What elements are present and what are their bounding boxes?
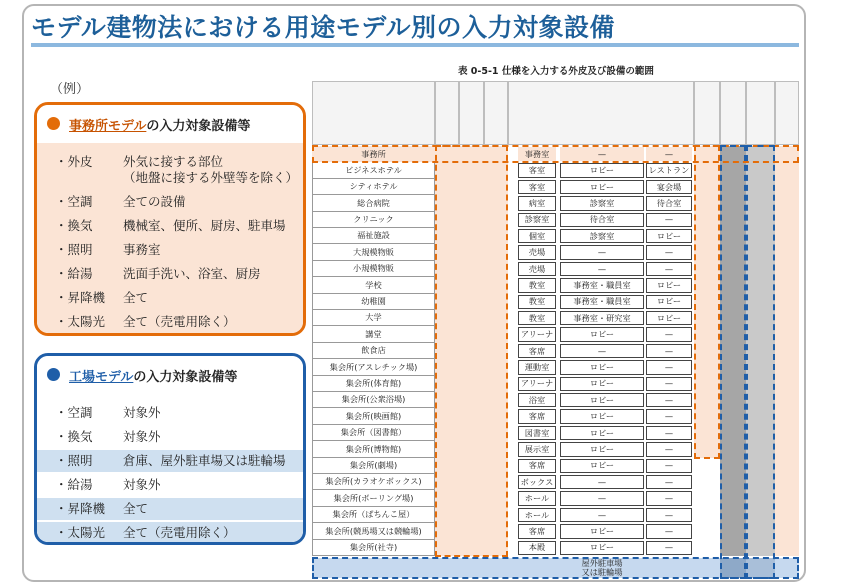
spec-row xyxy=(37,263,303,285)
lighting-room: ロビー xyxy=(646,229,692,243)
office-panel-body xyxy=(37,143,303,333)
row-model-name: 大規模物販 xyxy=(312,244,435,260)
lighting-room: 事務室 xyxy=(518,147,556,161)
factory-lighting-2-line: 又は駐輪場 xyxy=(581,567,623,577)
spec-item-label: ・空調 xyxy=(55,194,93,209)
lighting-room: ロビー xyxy=(646,295,692,309)
factory-lighting-2-line: 屋外駐車場 xyxy=(581,558,623,569)
spec-item-value: 全て（売電用除く） xyxy=(123,314,236,329)
spec-row xyxy=(37,522,303,544)
office-model-link[interactable]: 事務所モデル xyxy=(69,119,147,134)
lighting-room: 売場 xyxy=(518,262,556,276)
lighting-room: ロビー xyxy=(560,360,644,374)
factory-panel-header xyxy=(37,356,303,394)
row-model-name: ビジネスホテル xyxy=(312,162,435,178)
spec-row xyxy=(37,239,303,261)
row-model-name: 大学 xyxy=(312,310,435,326)
spec-item-value: 機械室、便所、厨房、駐車場 xyxy=(123,218,286,233)
spec-item-label: ・昇降機 xyxy=(55,290,106,305)
table-caption: 表 0-5-1 仕様を入力する外皮及び設備の範囲 xyxy=(458,66,654,77)
spec-item-label: ・外皮 xyxy=(55,154,93,169)
row-model-name: 福祉施設 xyxy=(312,228,435,244)
lighting-room: ロビー xyxy=(560,541,644,555)
lighting-room: 宴会場 xyxy=(646,180,692,194)
spec-item-label: ・給湯 xyxy=(55,266,93,281)
lighting-room: — xyxy=(560,262,644,276)
header-kanki xyxy=(484,81,508,145)
spec-row xyxy=(37,498,303,520)
row-model-name: 集会所(社寺) xyxy=(312,540,435,556)
lighting-room: — xyxy=(646,360,692,374)
lighting-room: 診察室 xyxy=(560,196,644,210)
spec-row xyxy=(37,311,303,333)
lighting-room: ホール xyxy=(518,491,556,505)
lighting-room: — xyxy=(646,491,692,505)
spec-item-value: 全ての設備 xyxy=(123,194,186,209)
lighting-room: ロビー xyxy=(560,327,644,341)
lighting-room: 本殿 xyxy=(518,541,556,555)
lighting-room: — xyxy=(646,393,692,407)
spec-item-value: 対象外 xyxy=(123,429,161,444)
spec-row xyxy=(37,191,303,213)
solar-column-highlight xyxy=(746,145,775,579)
spec-row xyxy=(37,167,303,189)
lighting-room: 診察室 xyxy=(560,229,644,243)
example-label: （例） xyxy=(50,82,90,97)
lighting-room: ロビー xyxy=(560,442,644,456)
lighting-room: 売場 xyxy=(518,245,556,259)
row-model-name: 集会所（図書館） xyxy=(312,425,435,441)
row-model-name: 飲食店 xyxy=(312,343,435,359)
spec-item-value: 対象外 xyxy=(123,405,161,420)
lighting-room: — xyxy=(646,508,692,522)
spec-item-value: 全て xyxy=(123,501,149,516)
spec-row xyxy=(37,474,303,496)
lighting-room: — xyxy=(560,508,644,522)
lighting-room: 病室 xyxy=(518,196,556,210)
lighting-room: ロビー xyxy=(560,377,644,391)
lighting-room: — xyxy=(560,475,644,489)
row-model-name: 幼稚園 xyxy=(312,294,435,310)
lighting-room: レストラン xyxy=(646,163,692,177)
lighting-room: ロビー xyxy=(560,163,644,177)
lighting-room: — xyxy=(646,409,692,423)
lighting-room: — xyxy=(560,344,644,358)
spec-item-label: ・空調 xyxy=(55,405,93,420)
spec-item-label: ・換気 xyxy=(55,429,93,444)
lighting-room: ロビー xyxy=(560,180,644,194)
spec-row xyxy=(37,215,303,237)
factory-panel-heading: 工場モデルの入力対象設備等 xyxy=(69,370,238,385)
lighting-room: — xyxy=(646,213,692,227)
factory-model-link[interactable]: 工場モデル xyxy=(69,370,134,385)
spec-item-value: 対象外 xyxy=(123,477,161,492)
spec-item-label: ・照明 xyxy=(55,453,93,468)
span-cogen xyxy=(775,146,799,556)
lighting-room: ボックス xyxy=(518,475,556,489)
title-underline xyxy=(31,43,799,47)
lighting-room: — xyxy=(646,245,692,259)
lighting-room: 運動室 xyxy=(518,360,556,374)
lighting-room: ロビー xyxy=(560,459,644,473)
lighting-room: ホール xyxy=(518,508,556,522)
spec-item-label: ・換気 xyxy=(55,218,93,233)
row-model-name: 総合病院 xyxy=(312,195,435,211)
page-title: モデル建物法における用途モデル別の入力対象設備 xyxy=(31,13,616,42)
office-panel-header xyxy=(37,105,303,143)
spec-item-value: 倉庫、屋外駐車場又は駐輪場 xyxy=(123,453,286,468)
office-model-panel xyxy=(34,102,306,336)
spec-item-value: 洗面手洗い、浴室、厨房 xyxy=(123,266,261,281)
spec-row xyxy=(37,402,303,424)
lighting-room: ロビー xyxy=(560,426,644,440)
lighting-room: 客席 xyxy=(518,459,556,473)
lighting-room: 客席 xyxy=(518,409,556,423)
lighting-room: — xyxy=(646,475,692,489)
header-taiyoko xyxy=(746,81,775,145)
lighting-room: 事務室・研究室 xyxy=(560,311,644,325)
header-gaihi xyxy=(435,81,459,145)
factory-model-panel xyxy=(34,353,306,545)
lighting-room: 教室 xyxy=(518,295,556,309)
header-shomei xyxy=(508,81,694,145)
scope-table xyxy=(312,81,799,580)
lighting-room: — xyxy=(646,442,692,456)
bullet-dot-icon xyxy=(47,368,60,381)
row-model-name: 集会所(カラオケボックス) xyxy=(312,474,435,490)
bullet-dot-icon xyxy=(47,117,60,130)
lighting-room: 教室 xyxy=(518,278,556,292)
row-model-name: 小規模物販 xyxy=(312,261,435,277)
lighting-room: — xyxy=(560,147,644,161)
spec-item-label: ・照明 xyxy=(55,242,93,257)
spec-item-value: 事務室 xyxy=(123,242,161,257)
office-panel-heading: 事務所モデルの入力対象設備等 xyxy=(69,119,251,134)
elevator-column-highlight xyxy=(720,145,746,579)
spec-item-value: 全て xyxy=(123,290,149,305)
spec-item-value: 全て（売電用除く） xyxy=(123,525,236,540)
row-model-name: 集会所(博物館) xyxy=(312,441,435,457)
lighting-room: 客室 xyxy=(518,163,556,177)
lighting-room: 展示室 xyxy=(518,442,556,456)
lighting-room: 図書室 xyxy=(518,426,556,440)
header-shokoki xyxy=(720,81,746,145)
office-envelope-ac-vent-highlight xyxy=(435,145,508,557)
row-model-name: シティホテル xyxy=(312,179,435,195)
lighting-room: 事務室・職員室 xyxy=(560,278,644,292)
spec-item-value: 外気に接する部位 xyxy=(123,154,224,169)
row-model-name: 集会所(公衆浴場) xyxy=(312,392,435,408)
spec-item-label: ・昇降機 xyxy=(55,501,106,516)
row-model-name: 集会所(競馬場又は競輪場) xyxy=(312,523,435,539)
row-model-name: 講堂 xyxy=(312,326,435,342)
spec-row xyxy=(37,426,303,448)
row-model-name: クリニック xyxy=(312,212,435,228)
row-model-name: 集会所(ボーリング場) xyxy=(312,490,435,506)
lighting-room: 客席 xyxy=(518,344,556,358)
factory-panel-body xyxy=(37,394,303,542)
header-kyuto xyxy=(694,81,720,145)
lighting-room: — xyxy=(646,327,692,341)
lighting-room: 客室 xyxy=(518,180,556,194)
row-model-name: 集会所(映画館) xyxy=(312,408,435,424)
lighting-room: ロビー xyxy=(560,393,644,407)
lighting-room: 客席 xyxy=(518,524,556,538)
lighting-room: — xyxy=(560,245,644,259)
lighting-room: 事務室・職員室 xyxy=(560,295,644,309)
spec-item-value: （地盤に接する外壁等を除く） xyxy=(123,170,299,185)
row-model-name: 集会所(劇場) xyxy=(312,458,435,474)
header-cogen xyxy=(775,81,799,145)
row-model-name: 学校 xyxy=(312,277,435,293)
row-model-name: 集会所(アスレチック場) xyxy=(312,359,435,375)
spec-row xyxy=(37,287,303,309)
office-hot-water-highlight xyxy=(694,145,720,459)
row-model-name: 事務所 xyxy=(312,146,435,162)
spec-item-label: ・太陽光 xyxy=(55,525,106,540)
lighting-room: 待合室 xyxy=(646,196,692,210)
span-kyuto-lower xyxy=(694,458,720,556)
lighting-room: アリーナ xyxy=(518,377,556,391)
row-model-name: 集会所（ぱちんこ屋） xyxy=(312,507,435,523)
spec-item-label: ・太陽光 xyxy=(55,314,106,329)
lighting-room: 診察室 xyxy=(518,213,556,227)
lighting-room: — xyxy=(646,262,692,276)
lighting-room: ロビー xyxy=(560,409,644,423)
lighting-room: ロビー xyxy=(560,524,644,538)
lighting-room: 教室 xyxy=(518,311,556,325)
spec-row xyxy=(37,450,303,472)
lighting-room: 待合室 xyxy=(560,213,644,227)
row-model-name: 集会所(体育館) xyxy=(312,376,435,392)
lighting-room: — xyxy=(560,491,644,505)
lighting-room: アリーナ xyxy=(518,327,556,341)
lighting-room: — xyxy=(646,541,692,555)
lighting-room: — xyxy=(646,147,692,161)
lighting-room: — xyxy=(646,377,692,391)
lighting-room: ロビー xyxy=(646,278,692,292)
lighting-room: 浴室 xyxy=(518,393,556,407)
lighting-room: ロビー xyxy=(646,311,692,325)
lighting-room: — xyxy=(646,459,692,473)
lighting-room: — xyxy=(646,426,692,440)
header-kucho xyxy=(459,81,484,145)
lighting-room: — xyxy=(646,524,692,538)
lighting-room: 個室 xyxy=(518,229,556,243)
header-model xyxy=(312,81,435,145)
lighting-room: — xyxy=(646,344,692,358)
spec-item-label: ・給湯 xyxy=(55,477,93,492)
